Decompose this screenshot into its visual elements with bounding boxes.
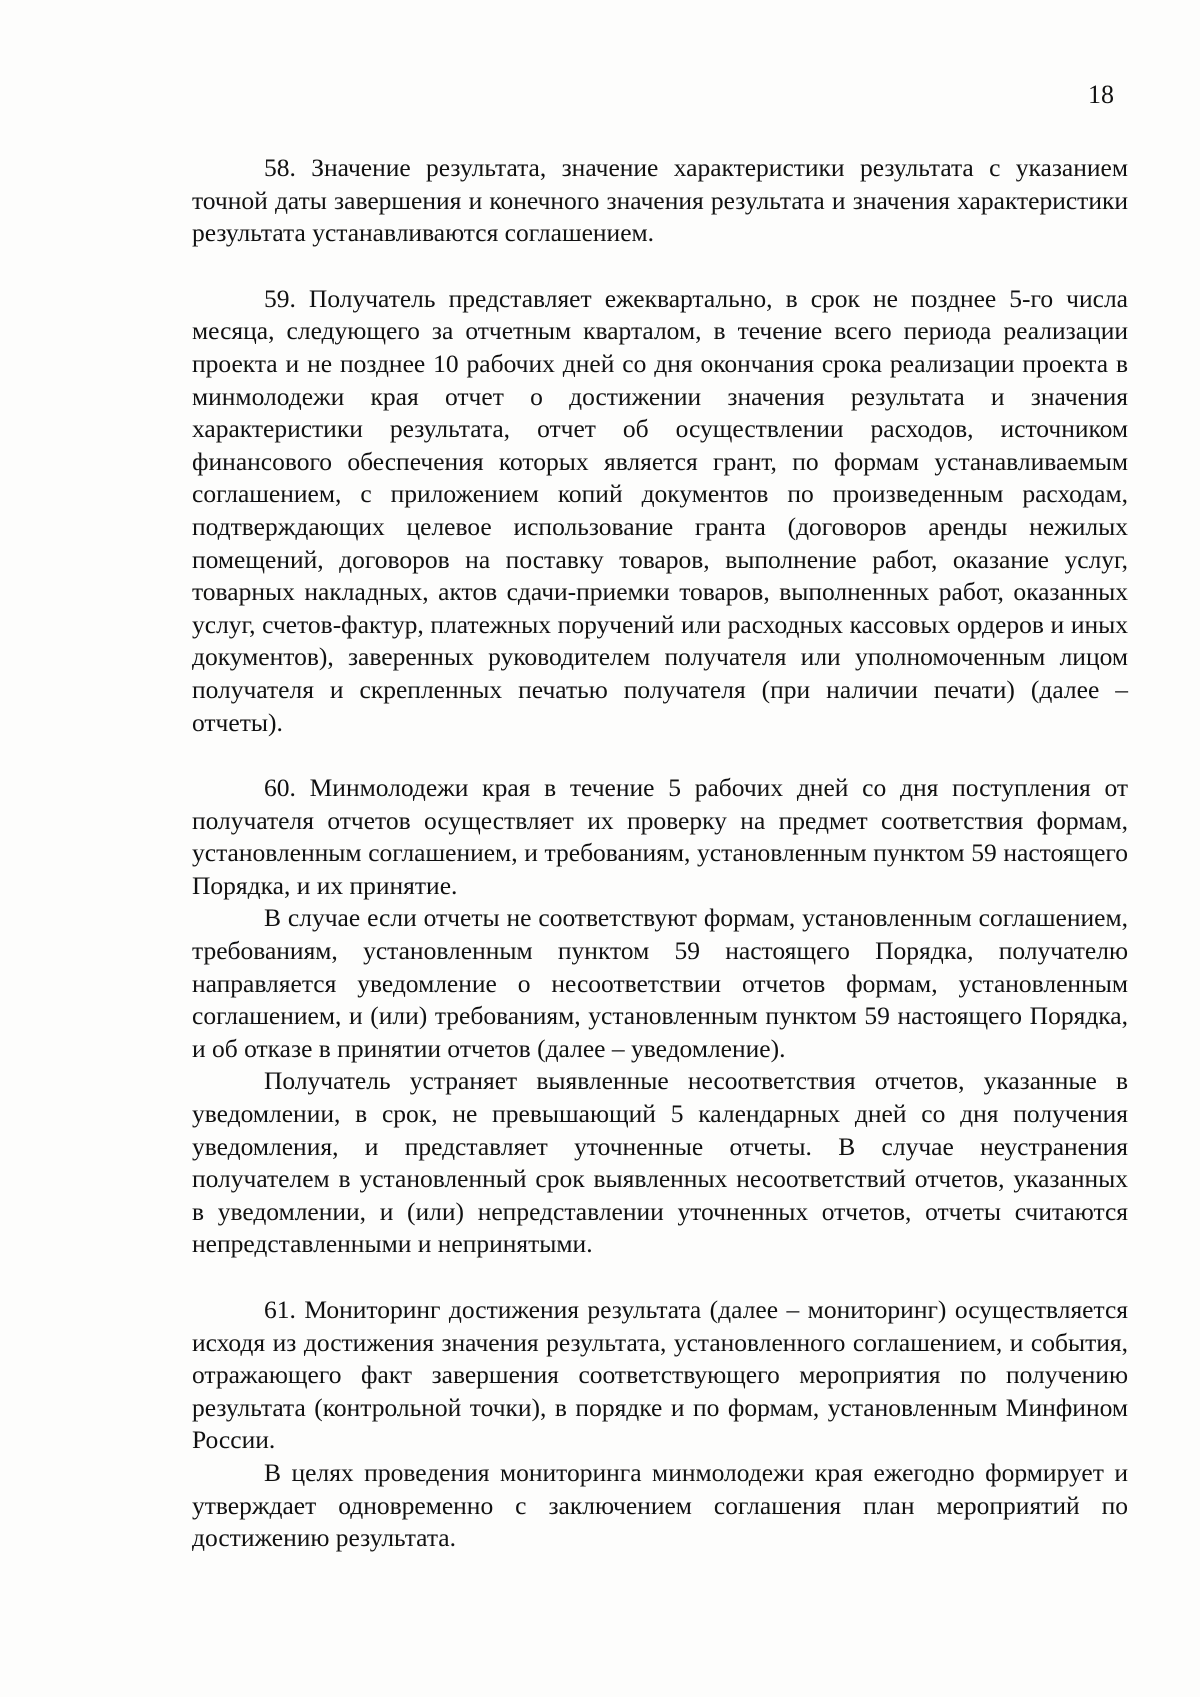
- paragraph-61-part-2: В целях проведения мониторинга минмолодежи края ежегодно формирует и утверждает одновременно с заключением соглашения план мероприятий по достижению результата.: [192, 1457, 1128, 1553]
- paragraph-58: 58. Значение результата, значение характеристики результата с указанием точной даты завершения и конечного значения результата и значения характеристики результата устанавливаются соглашением.: [192, 153, 1128, 248]
- paragraph-60-part-3: Получатель устраняет выявленные несоответствия отчетов, указанные в уведомлении, в срок, не превышающий 5 календарных дней со дня получения уведомления, и представляет уточненные отчеты. В случае неустранения получателем в установленный срок выявленных несоответствий отчетов, указанных в уведомлении, и (или) непредставлении уточненных отчетов, отчеты считаются непредставленными и непринятыми.: [192, 1066, 1128, 1259]
- paragraph-61: 61. Мониторинг достижения результата (далее – мониторинг) осуществляется исходя из достижения значения результата, установленного соглашением, и события, отражающего факт завершения соответствующего мероприятия по получению результата (контрольной точки), в порядке и по формам, установленным Минфином России.: [192, 1295, 1128, 1455]
- paragraph-60: 60. Минмолодежи края в течение 5 рабочих дней со дня поступления от получателя отчетов осуществляет их проверку на предмет соответствия формам, установленным соглашением, и требованиям, установленным пунктом 59 настоящего Порядка, и их принятие.: [192, 773, 1128, 900]
- paragraph-60-part-2: В случае если отчеты не соответствуют формам, установленным соглашением, требованиям, установленным пунктом 59 настоящего Порядка, получателю направляется уведомление о несоответствии отчетов формам, установленным соглашением, и (или) требованиям, установленным пунктом 59 настоящего Порядка, и об отказе в принятии отчетов (далее – уведомление).: [192, 903, 1128, 1063]
- paragraph-59: 59. Получатель представляет ежеквартально, в срок не позднее 5-го числа месяца, следующего за отчетным кварталом, в течение всего периода реализации проекта и не позднее 10 рабочих дней со дня окончания срока реализации проекта в минмолодежи края отчет о достижении значения результата и значения характеристики результата, отчет об осуществлении расходов, источником финансового обеспечения которых является грант, по формам устанавливаемым соглашением, с приложением копий документов по произведенным расходам, подтверждающих целевое использование гранта (договоров аренды нежилых помещений, договоров на поставку товаров, выполнение работ, оказание услуг, товарных накладных, актов сдачи-приемки товаров, выполненных работ, оказанных услуг, счетов-фактур, платежных поручений или расходных кассовых ордеров и иных документов), заверенных руководителем получателя или уполномоченным лицом получателя и скрепленных печатью получателя (при наличии печати) (далее – отчеты).: [192, 283, 1128, 737]
- document-body: [192, 152, 1128, 1555]
- page-number: 18: [1088, 80, 1114, 109]
